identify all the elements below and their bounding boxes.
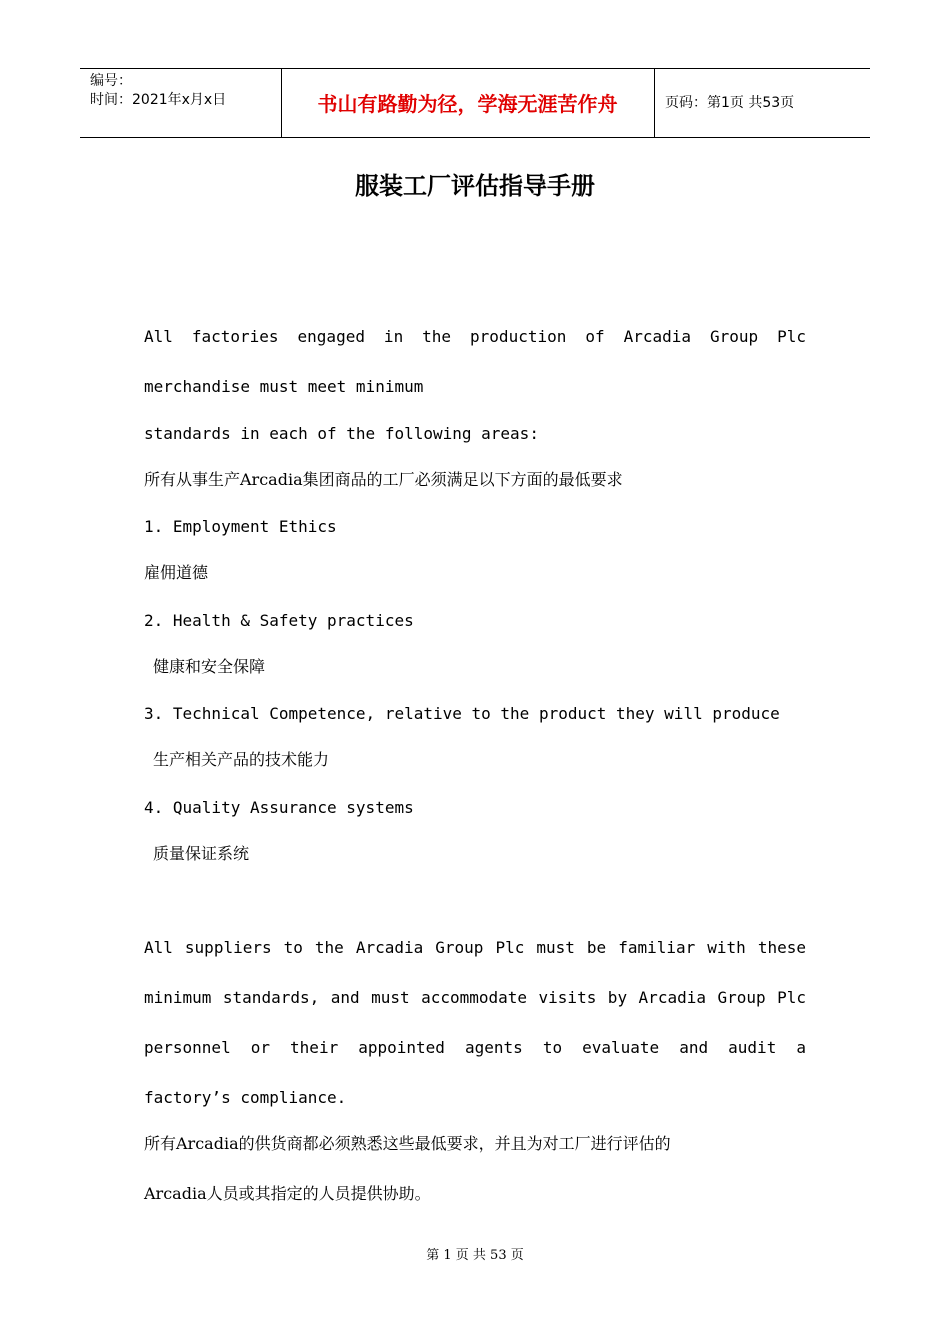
list-item-2-en: 2. Health & Safety practices bbox=[144, 611, 414, 630]
list-item-1-en: 1. Employment Ethics bbox=[144, 517, 337, 536]
header-middle-cell bbox=[281, 69, 655, 137]
document-title: 服装工厂评估指导手册 bbox=[355, 172, 595, 200]
list-item-1-cn: 雇佣道德 bbox=[144, 563, 209, 582]
paragraph-1-line-1: All factories engaged in the production of Arcadia Group Plc bbox=[144, 327, 806, 346]
header-page-info: 页码：第1页 共53页 bbox=[665, 95, 795, 111]
header-left-cell bbox=[80, 69, 282, 137]
paragraph-2-chinese-line-1: 所有Arcadia的供货商都必须熟悉这些最低要求，并且为对工厂进行评估的 bbox=[144, 1134, 671, 1153]
paragraph-2-line-1: All suppliers to the Arcadia Group Plc must be familiar with these bbox=[144, 938, 806, 957]
paragraph-1-line-2: merchandise must meet minimum bbox=[144, 377, 424, 396]
list-item-3-en: 3. Technical Competence, relative to the product they will produce bbox=[144, 704, 780, 723]
header-motto: 书山有路勤为径，学海无涯苦作舟 bbox=[317, 92, 618, 116]
paragraph-2-line-4: factory’s compliance. bbox=[144, 1088, 347, 1107]
list-item-2-cn: 健康和安全保障 bbox=[153, 657, 266, 676]
page-footer: 第 1 页 共 53 页 bbox=[426, 1248, 524, 1263]
list-item-4-en: 4. Quality Assurance systems bbox=[144, 798, 414, 817]
paragraph-2-chinese-line-2: Arcadia人员或其指定的人员提供协助。 bbox=[144, 1184, 431, 1203]
paragraph-1-line-3: standards in each of the following areas: bbox=[144, 424, 539, 443]
paragraph-1-chinese: 所有从事生产Arcadia集团商品的工厂必须满足以下方面的最低要求 bbox=[144, 470, 623, 489]
list-item-4-cn: 质量保证系统 bbox=[153, 844, 250, 863]
document-number-label: 编号： bbox=[90, 73, 132, 89]
list-item-3-cn: 生产相关产品的技术能力 bbox=[153, 750, 330, 769]
document-header bbox=[80, 68, 870, 138]
document-date: 时间：2021年x月x日 bbox=[90, 92, 227, 108]
header-right-cell bbox=[655, 69, 870, 137]
paragraph-2-line-3: personnel or their appointed agents to evaluate and audit a bbox=[144, 1038, 806, 1057]
paragraph-2-line-2: minimum standards, and must accommodate visits by Arcadia Group Plc bbox=[144, 988, 806, 1007]
